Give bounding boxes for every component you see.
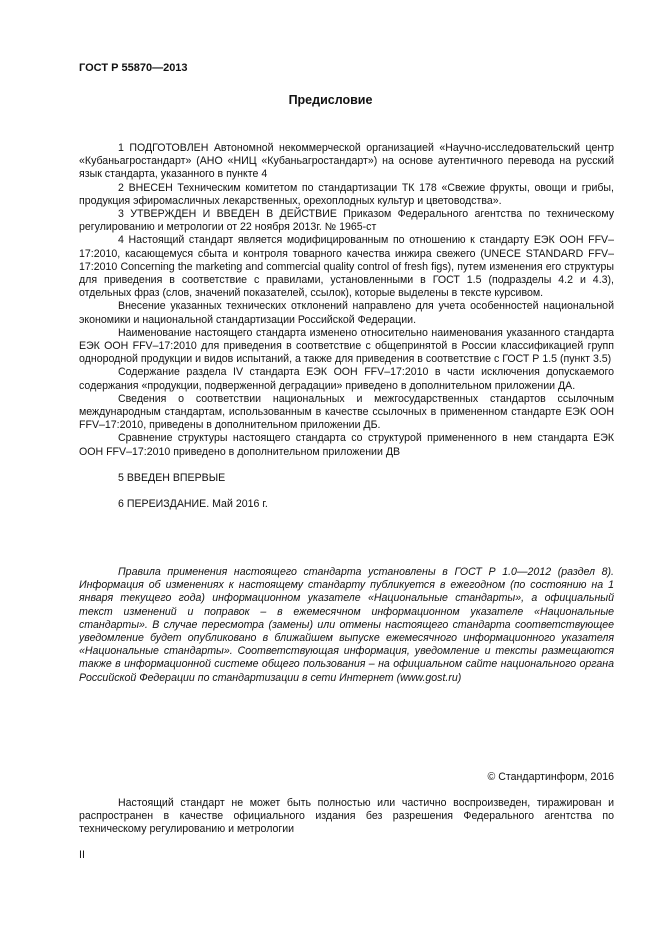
paragraph-reissue: 6 ПЕРЕИЗДАНИЕ. Май 2016 г. bbox=[118, 498, 268, 511]
paragraph-deviations: Внесение указанных технических отклонений направлено для учета особенностей национальной экономики и национальной стандартизации Российской Федерации. bbox=[79, 300, 614, 326]
paragraph-prepared-by: 1 ПОДГОТОВЛЕН Автономной некоммерческой организацией «Научно-исследовательский центр «Кубаньагростандарт» (АНО «НИЦ «Кубаньагростандарт») на основе аутентичного перевода на русский язык стандарта, указанного в пункте 4 bbox=[79, 142, 614, 181]
paragraph-conformity: Сведения о соответствии национальных и межгосударственных стандартов ссылочным международным стандартам, использованным в качестве ссылочных в примененном стандарте ЕЭК ООН FFV–17:2010, приведены в дополнительном приложении ДБ. bbox=[79, 392, 614, 432]
paragraph-section-iv: Содержание раздела IV стандарта ЕЭК ООН FFV–17:2010 в части исключения допускаемого содержания «продукции, подверженной деградации» приведено в дополнительном приложении ДА. bbox=[79, 366, 614, 392]
reproduction-rights-notice: Настоящий стандарт не может быть полностью или частично воспроизведен, тиражирован и распространен в качестве официального издания без разрешения Федерального агентства по техническому регулированию и метрологии bbox=[79, 797, 614, 836]
page-title: Предисловие bbox=[288, 93, 373, 107]
foreword-body bbox=[79, 142, 614, 511]
paragraph-title-change: Наименование настоящего стандарта изменено относительно наименования указанного стандарта ЕЭК ООН FFV–17:2010 для приведения в соответствие с общепринятой в России классификацией групп однородной продукции и видов испытаний, а также для приведения в соответствие с ГОСТ Р 1.5 (пункт 3.5) bbox=[79, 326, 614, 366]
paragraph-introduced-first: 5 ВВЕДЕН ВПЕРВЫЕ bbox=[118, 471, 226, 484]
paragraph-approved: 3 УТВЕРЖДЕН И ВВЕДЕН В ДЕЙСТВИЕ Приказом Федерального агентства по техническому регулированию и метрологии от 22 ноября 2013г. № 1965-ст bbox=[79, 208, 614, 234]
paragraph-structure-comparison: Сравнение структуры настоящего стандарта со структурой примененного в нем стандарта ЕЭК ООН FFV–17:2010 приведено в дополнительном приложении ДВ bbox=[79, 432, 614, 458]
page-number: II bbox=[79, 849, 85, 861]
copyright-notice: © Стандартинформ, 2016 bbox=[487, 771, 614, 783]
paragraph-submitted-by: 2 ВНЕСЕН Техническим комитетом по стандартизации ТК 178 «Свежие фрукты, овощи и грибы, продукция эфиромасличных лекарственных, орехоплодных культур и цветоводства». bbox=[79, 181, 614, 207]
application-rules-note: Правила применения настоящего стандарта установлены в ГОСТ Р 1.0—2012 (раздел 8). Информация об изменениях к настоящему стандарту публикуется в ежегодном (по состоянию на 1 января текущего года) информационном указателе «Национальные стандарты», а официальный текст изменений и поправок – в ежемесячном информационном указателе «Национальные стандарты». В случае пересмотра (замены) или отмены настоящего стандарта соответствующее уведомление будет опубликовано в ближайшем выпуске ежемесячного информационного указателя «Национальные стандарты». Соответствующая информация, уведомление и тексты размещаются также в информационной системе общего пользования – на официальном сайте национального органа Российской Федерации по стандартизации в сети Интернет (www.gost.ru) bbox=[79, 566, 614, 684]
document-code-header: ГОСТ Р 55870—2013 bbox=[79, 62, 188, 74]
paragraph-modified-standard: 4 Настоящий стандарт является модифицированным по отношению к стандарту ЕЭК ООН FFV–17:2010, касающемуся сбыта и контроля товарного качества инжира свежего (UNECE STANDARD FFV–17:2010 Concerning the marketing and commercial quality control of fresh figs), путем изменения его структуры для приведения в соответствие с правилами, установленными в ГОСТ 1.5 (подразделы 4.2 и 4.3), отдельных фраз (слов, значений показателей, ссылок), которые выделены в тексте курсивом. bbox=[79, 234, 614, 300]
